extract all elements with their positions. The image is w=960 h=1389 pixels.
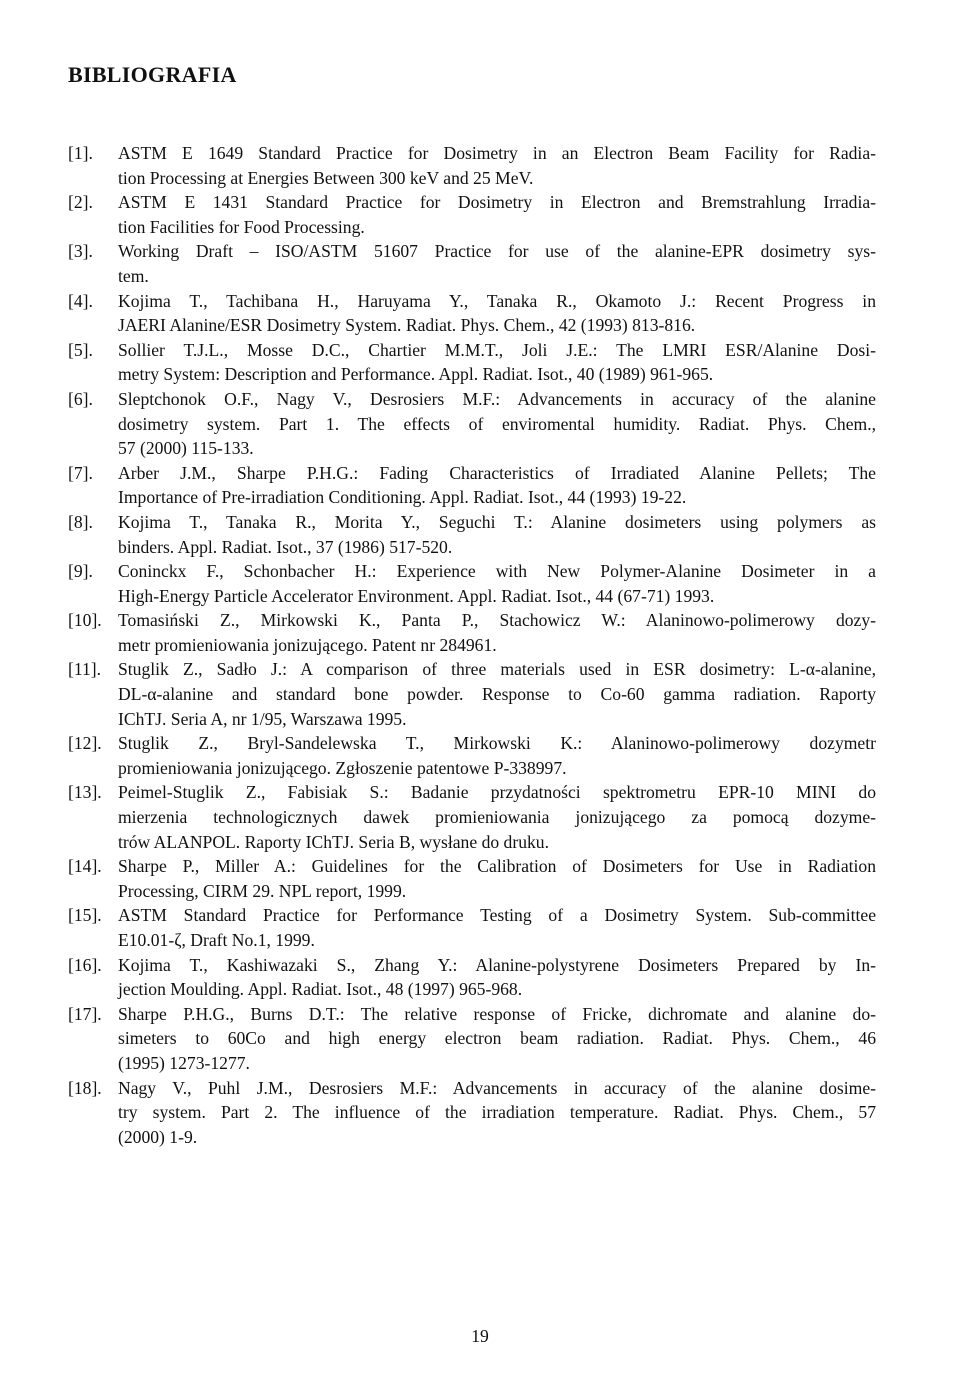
entry-number: [12]. [68, 733, 102, 754]
bibliography-entry [68, 239, 876, 288]
page-title: BIBLIOGRAFIA [68, 62, 237, 87]
entry-text-line: Stuglik Z., Sadło J.: A comparison of three materials used in ESR dosimetry: L-α-alanine, [118, 659, 876, 680]
entry-text-line: Tomasiński Z., Mirkowski K., Panta P., Stachowicz W.: Alaninowo-polimerowy dozy- [118, 610, 876, 631]
entry-text-line: jection Moulding. Appl. Radiat. Isot., 48 (1997) 965-968. [118, 979, 523, 1000]
bibliography-entry [68, 903, 876, 952]
entry-text-line: metry System: Description and Performance. Appl. Radiat. Isot., 40 (1989) 961-965. [118, 364, 714, 385]
bibliography-entry [68, 953, 876, 1002]
entry-text-line: (1995) 1273-1277. [118, 1052, 250, 1073]
entry-number: [14]. [68, 856, 102, 877]
entry-text-line: Coninckx F., Schonbacher H.: Experience with New Polymer-Alanine Dosimeter in a [118, 561, 876, 582]
entry-number: [16]. [68, 954, 102, 975]
entry-text-line: ASTM E 1649 Standard Practice for Dosimetry in an Electron Beam Facility for Radia- [118, 143, 876, 163]
bibliography-list [68, 141, 876, 1149]
entry-number: [6]. [68, 388, 93, 409]
bibliography-entry [68, 1002, 876, 1076]
entry-text-line: Peimel-Stuglik Z., Fabisiak S.: Badanie przydatności spektrometru EPR-10 MINI do [118, 782, 876, 803]
entry-text-line: metr promieniowania jonizującego. Patent nr 284961. [118, 634, 497, 655]
entry-text-line: 57 (2000) 115-133. [118, 438, 254, 459]
entry-number: [7]. [68, 462, 93, 483]
entry-number: [10]. [68, 610, 102, 631]
entry-text-line: ASTM Standard Practice for Performance Testing of a Dosimetry System. Sub-committee [118, 905, 876, 926]
bibliography-entry [68, 387, 876, 461]
bibliography-entry [68, 731, 876, 780]
entry-text-line: Stuglik Z., Bryl-Sandelewska T., Mirkowski K.: Alaninowo-polimerowy dozymetr [118, 733, 876, 754]
entry-text-line: Importance of Pre-irradiation Conditioning. Appl. Radiat. Isot., 44 (1993) 19-22. [118, 487, 687, 508]
entry-text-line: E10.01-ζ, Draft No.1, 1999. [118, 930, 315, 950]
bibliography-entry [68, 338, 876, 387]
entry-text-line: Nagy V., Puhl J.M., Desrosiers M.F.: Advancements in accuracy of the alanine dosime- [118, 1077, 876, 1098]
entry-text-line: Kojima T., Tachibana H., Haruyama Y., Tanaka R., Okamoto J.: Recent Progress in [118, 290, 876, 311]
entry-text-line: ASTM E 1431 Standard Practice for Dosimetry in Electron and Bremstrahlung Irradia- [118, 192, 876, 213]
entry-text-line: tion Processing at Energies Between 300 keV and 25 MeV. [118, 167, 534, 188]
entry-text-line: simeters to 60Co and high energy electron beam radiation. Radiat. Phys. Chem., 46 [118, 1028, 876, 1049]
entry-number: [5]. [68, 339, 93, 360]
bibliography-entry [68, 559, 876, 608]
entry-number: [1]. [68, 143, 93, 163]
bibliography-entry [68, 780, 876, 854]
entry-text-line: tion Facilities for Food Processing. [118, 216, 365, 237]
entry-number: [3]. [68, 241, 93, 262]
entry-text-line: mierzenia technologicznych dawek promieniowania jonizującego za pomocą dozyme- [118, 807, 876, 828]
entry-text-line: tem. [118, 265, 149, 286]
entry-text-line: Kojima T., Tanaka R., Morita Y., Seguchi T.: Alanine dosimeters using polymers as [118, 511, 876, 532]
bibliography-entry [68, 289, 876, 338]
entry-text-line: try system. Part 2. The influence of the irradiation temperature. Radiat. Phys. Chem., 57 [118, 1102, 876, 1123]
bibliography-entry [68, 657, 876, 731]
entry-text-line: (2000) 1-9. [118, 1126, 198, 1147]
entry-number: [18]. [68, 1077, 102, 1098]
entry-text-line: Sharpe P.H.G., Burns D.T.: The relative response of Fricke, dichromate and alanine do- [118, 1003, 876, 1024]
entry-number: [8]. [68, 511, 93, 532]
entry-text-line: Processing, CIRM 29. NPL report, 1999. [118, 880, 407, 901]
entry-number: [4]. [68, 290, 93, 311]
entry-text-line: Sollier T.J.L., Mosse D.C., Chartier M.M.T., Joli J.E.: The LMRI ESR/Alanine Dosi- [118, 339, 876, 360]
entry-number: [17]. [68, 1003, 102, 1024]
entry-text-line: JAERI Alanine/ESR Dosimetry System. Radiat. Phys. Chem., 42 (1993) 813-816. [118, 315, 696, 336]
bibliography-entry [68, 854, 876, 903]
entry-text-line: trów ALANPOL. Raporty IChTJ. Seria B, wysłane do druku. [118, 831, 550, 852]
bibliography-entry [68, 190, 876, 239]
entry-text-line: dosimetry system. Part 1. The effects of enviromental humidity. Radiat. Phys. Chem., [118, 413, 876, 434]
bibliography-entry [68, 141, 876, 190]
entry-text-line: Sharpe P., Miller A.: Guidelines for the Calibration of Dosimeters for Use in Radiation [118, 856, 876, 877]
entry-text-line: Arber J.M., Sharpe P.H.G.: Fading Characteristics of Irradiated Alanine Pellets; The [118, 462, 876, 483]
entry-number: [11]. [68, 659, 102, 680]
bibliography-entry [68, 1076, 876, 1150]
entry-number: [2]. [68, 192, 93, 213]
entry-text-line: promieniowania jonizującego. Zgłoszenie patentowe P-338997. [118, 757, 567, 778]
entry-text-line: Kojima T., Kashiwazaki S., Zhang Y.: Alanine-polystyrene Dosimeters Prepared by In- [118, 954, 876, 975]
page-number: 19 [471, 1326, 489, 1346]
entry-text-line: High-Energy Particle Accelerator Environment. Appl. Radiat. Isot., 44 (67-71) 1993. [118, 585, 715, 606]
entry-text-line: IChTJ. Seria A, nr 1/95, Warszawa 1995. [118, 708, 407, 729]
entry-number: [13]. [68, 782, 102, 803]
bibliography-entry [68, 510, 876, 559]
bibliography-entry [68, 608, 876, 657]
entry-text-line: Working Draft – ISO/ASTM 51607 Practice for use of the alanine-EPR dosimetry sys- [118, 241, 876, 262]
entry-number: [15]. [68, 905, 102, 926]
bibliography-entry [68, 461, 876, 510]
entry-number: [9]. [68, 561, 93, 582]
entry-text-line: DL-α-alanine and standard bone powder. Response to Co-60 gamma radiation. Raporty [118, 684, 876, 705]
entry-text-line: Sleptchonok O.F., Nagy V., Desrosiers M.F.: Advancements in accuracy of the alanine [118, 388, 876, 409]
entry-text-line: binders. Appl. Radiat. Isot., 37 (1986) 517-520. [118, 536, 453, 557]
